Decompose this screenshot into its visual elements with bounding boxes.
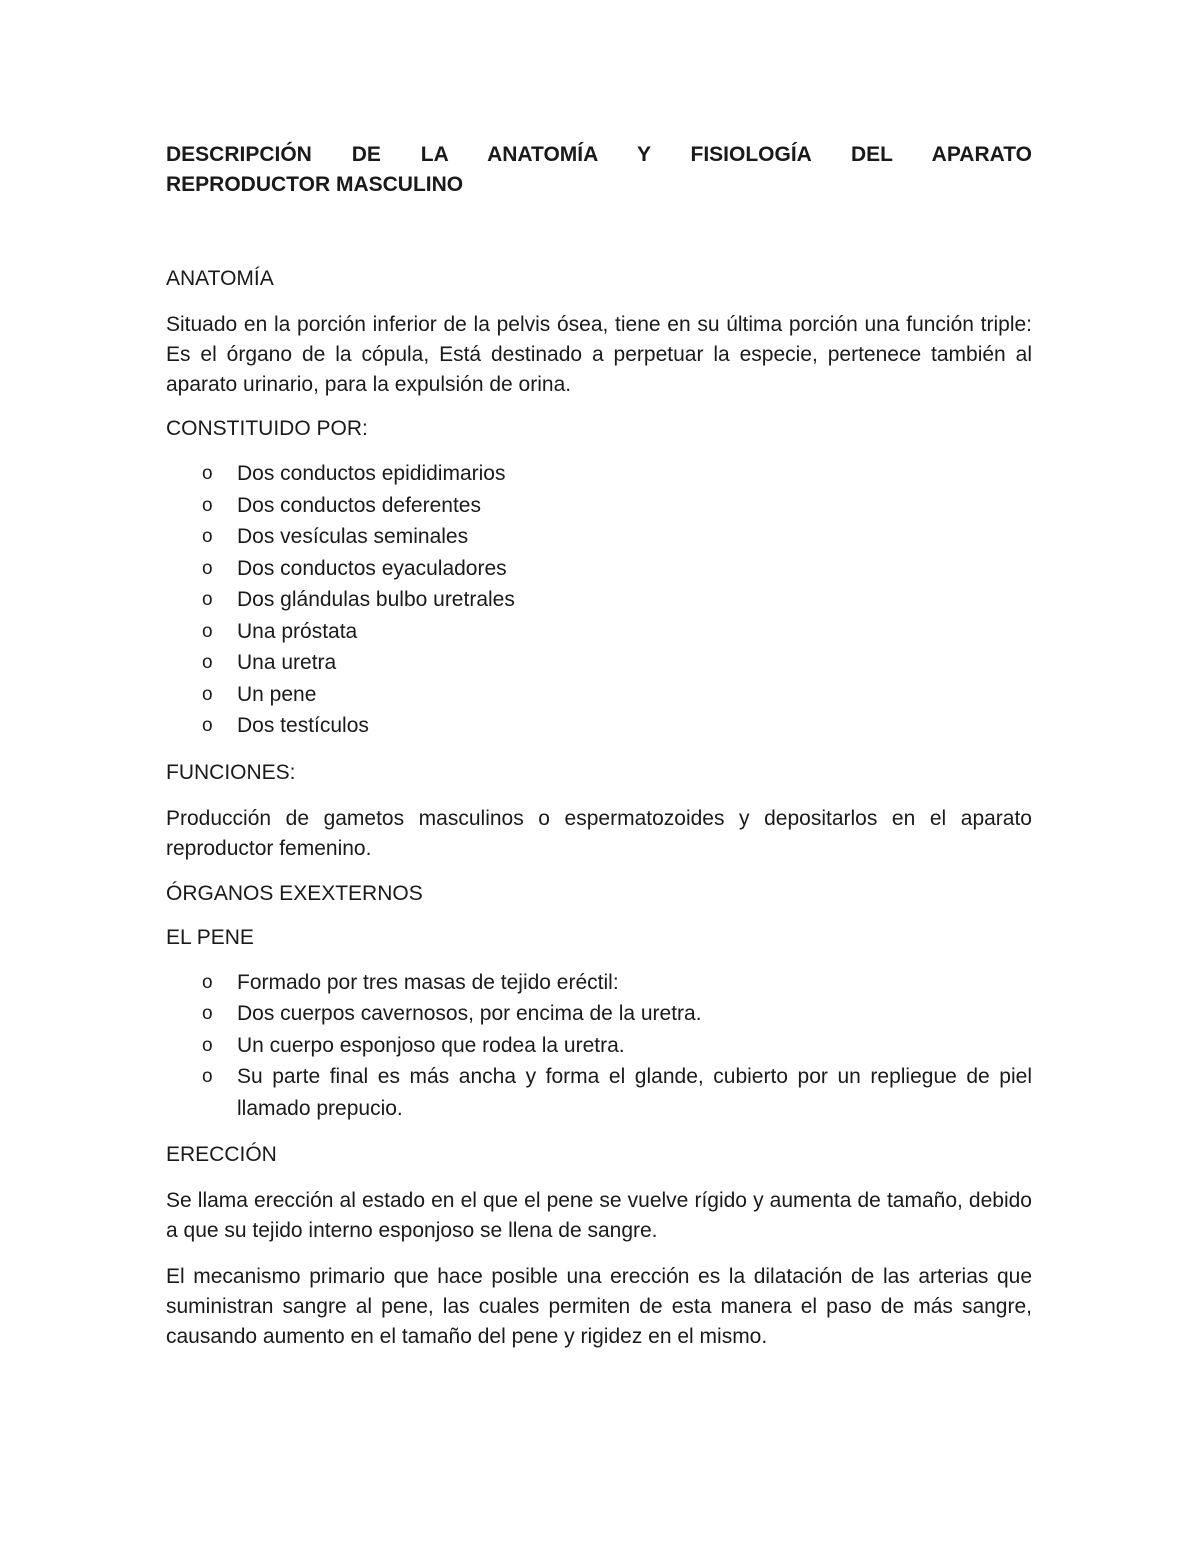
bullet-icon: o xyxy=(202,589,213,610)
heading-organos-externos: ÓRGANOS EXEXTERNOS xyxy=(166,881,423,905)
list-pene xyxy=(166,967,1032,1125)
heading-anatomia: ANATOMÍA xyxy=(166,267,274,290)
bullet-icon: o xyxy=(202,620,213,642)
list-item: o Dos cuerpos cavernosos, por encima de la uretra. xyxy=(202,998,1032,1030)
paragraph-ereccion-1: Se llama erección al estado en el que el pene se vuelve rígido y aumenta de tamaño, debido a que su tejido interno esponjoso se llena de sangre. xyxy=(166,1189,1032,1242)
bullet-icon: o xyxy=(202,463,213,484)
bullet-icon: o xyxy=(202,715,213,736)
heading-ereccion: ERECCIÓN xyxy=(166,1143,277,1166)
list-item: o Su parte final es más ancha y forma el glande, cubierto por un repliegue de piel llamado prepucio. xyxy=(202,1061,1032,1124)
list-item: o Dos conductos deferentes xyxy=(202,490,1032,522)
bullet-icon: o xyxy=(202,652,213,673)
list-item: o Dos conductos epididimarios xyxy=(202,458,1032,490)
document-page xyxy=(166,140,1032,1352)
bullet-icon: o xyxy=(202,494,213,516)
bullet-icon: o xyxy=(202,526,213,547)
document-title xyxy=(166,140,1032,200)
heading-funciones: FUNCIONES: xyxy=(166,760,296,784)
bullet-icon: o xyxy=(202,1034,213,1056)
list-item: o Una próstata xyxy=(202,616,1032,648)
list-constituido xyxy=(166,458,1032,742)
list-item: o Formado por tres masas de tejido eréctil: xyxy=(202,967,1032,999)
list-item: o Un pene xyxy=(202,679,1032,711)
paragraph-anatomia: Situado en la porción inferior de la pelvis ósea, tiene en su última porción una función triple: Es el órgano de la cópula, Está destinado a perpetuar la especie, pertenece también al aparato urinario, para la expulsión de orina. xyxy=(166,313,1032,396)
list-item: o Dos glándulas bulbo uretrales xyxy=(202,584,1032,616)
bullet-icon: o xyxy=(202,1003,213,1024)
bullet-icon: o xyxy=(202,1066,213,1087)
heading-constituido: CONSTITUIDO POR: xyxy=(166,417,368,440)
list-item: o Dos conductos eyaculadores xyxy=(202,553,1032,585)
bullet-icon: o xyxy=(202,557,213,579)
list-item: o Una uretra xyxy=(202,647,1032,679)
paragraph-funciones: Producción de gametos masculinos o espermatozoides y depositarlos en el aparato reproductor femenino. xyxy=(166,806,1032,860)
title-line-1: DESCRIPCIÓN DE LA ANATOMÍA Y FISIOLOGÍA DEL APARATO xyxy=(166,143,1032,166)
bullet-icon: o xyxy=(202,971,213,993)
paragraph-ereccion-2: El mecanismo primario que hace posible una erección es la dilatación de las arterias que suministran sangre al pene, las cuales permiten de esta manera el paso de más sangre, causando aumento en el tamaño del pene y rigidez en el mismo. xyxy=(166,1265,1032,1348)
heading-el-pene: EL PENE xyxy=(166,925,254,949)
list-item: o Dos vesículas seminales xyxy=(202,521,1032,553)
list-item: o Un cuerpo esponjoso que rodea la uretra. xyxy=(202,1030,1032,1062)
bullet-icon: o xyxy=(202,683,213,705)
title-line-2: REPRODUCTOR MASCULINO xyxy=(166,173,464,196)
list-item: o Dos testículos xyxy=(202,710,1032,742)
